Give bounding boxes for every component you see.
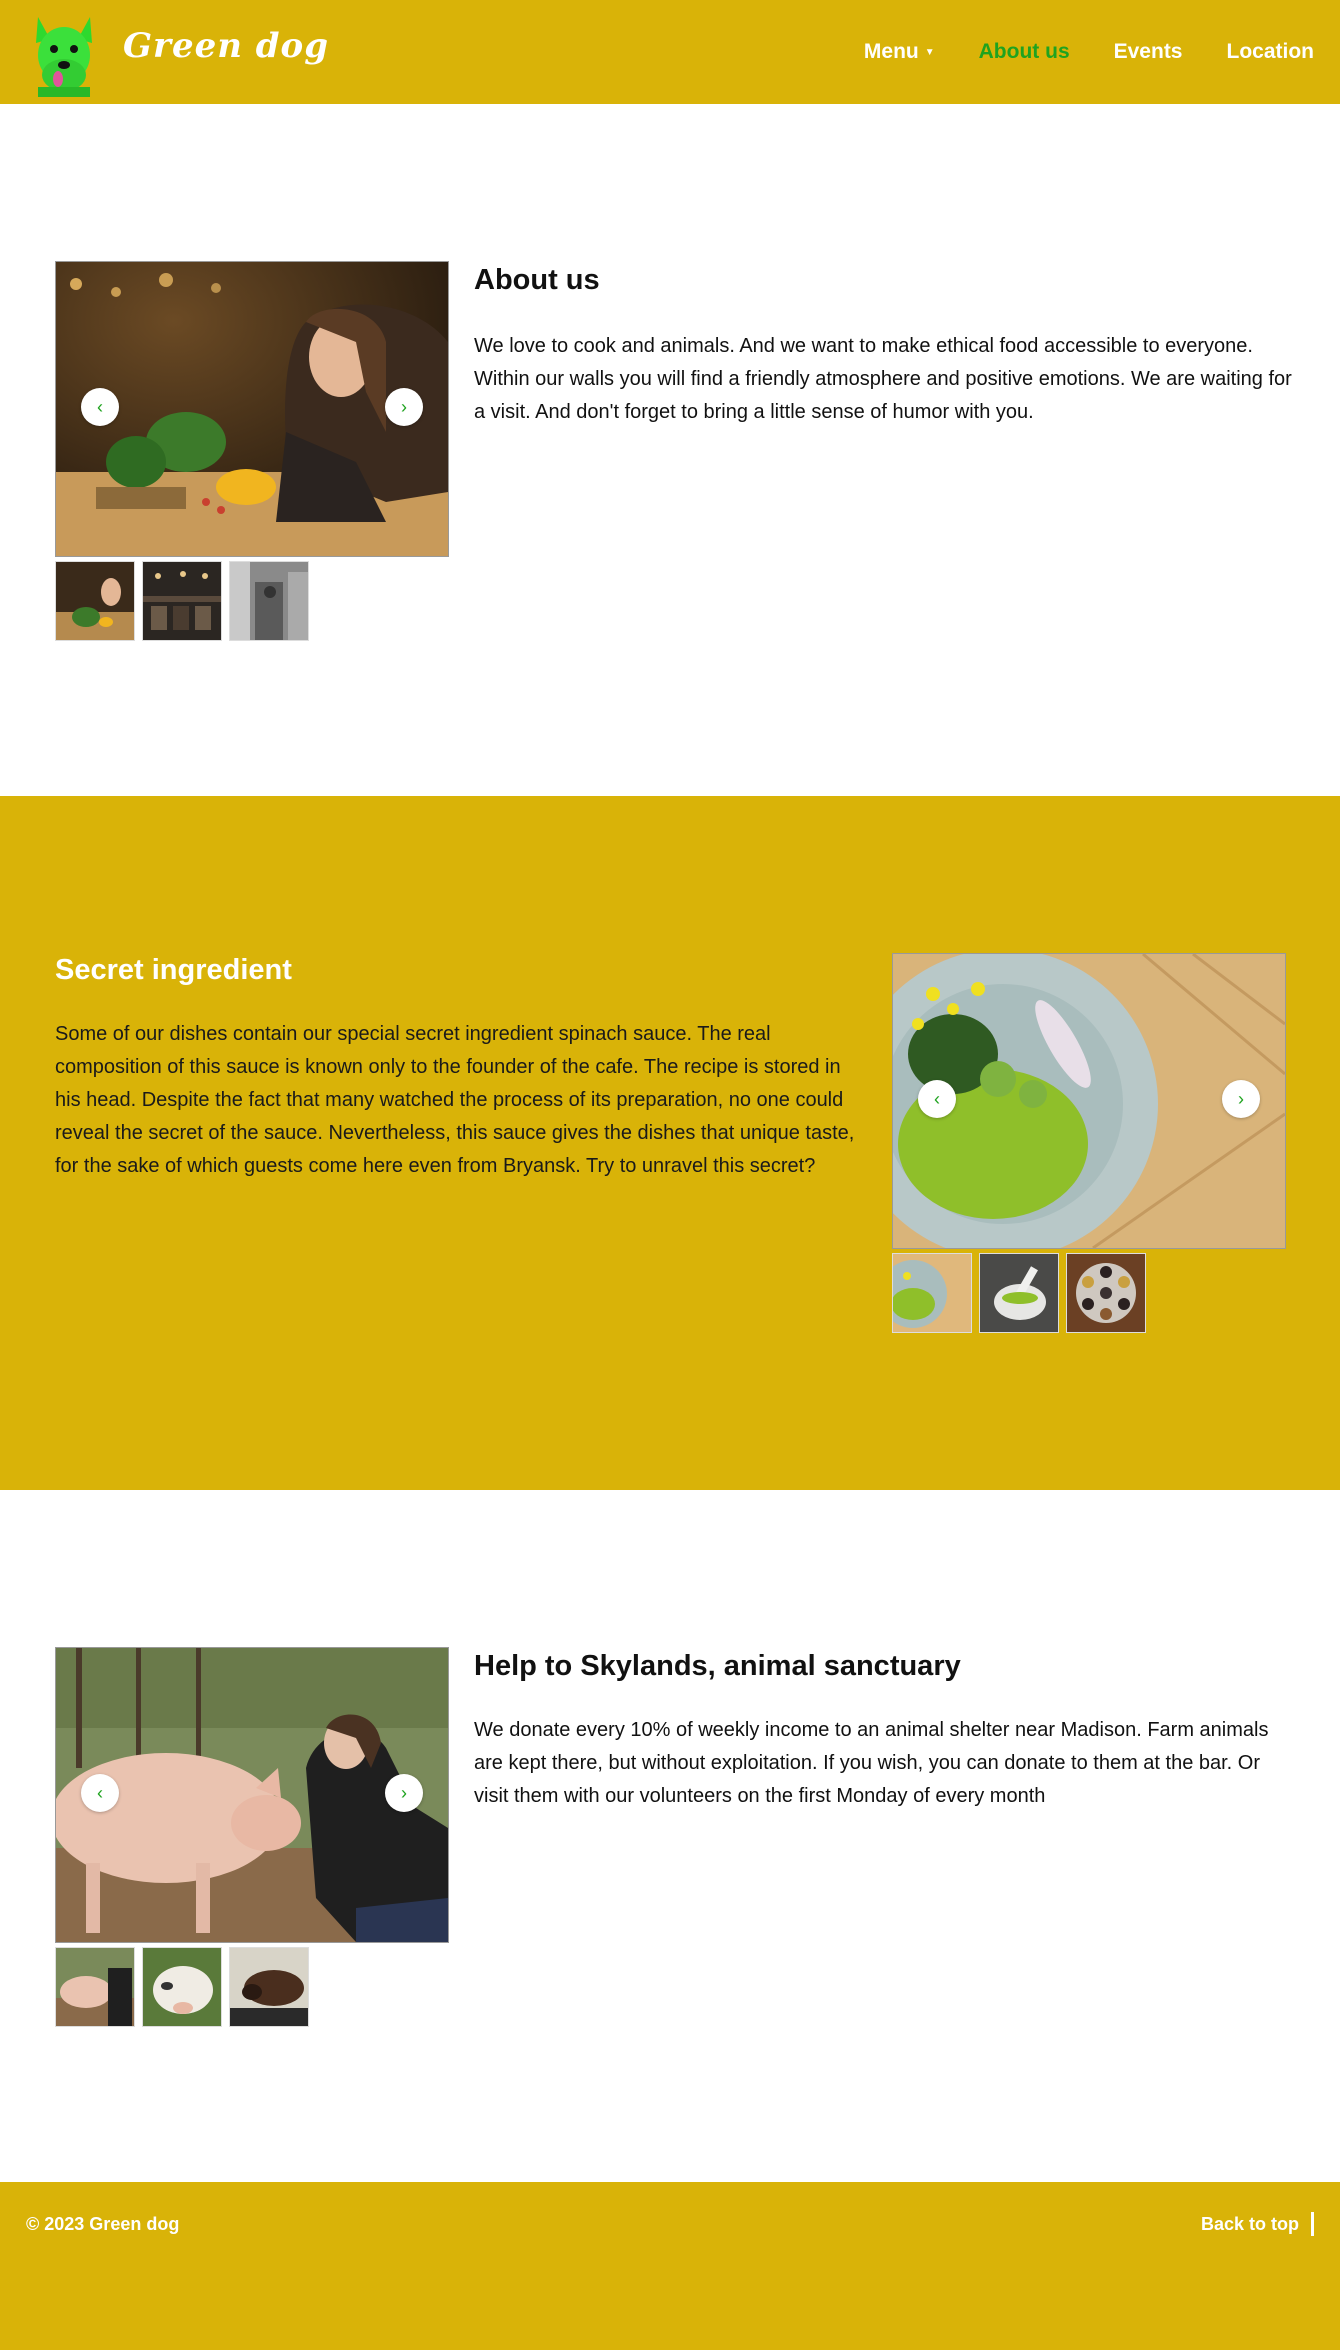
chevron-right-icon: › (401, 1782, 407, 1803)
slider-prev-button[interactable] (81, 388, 119, 426)
thumbnail[interactable] (142, 561, 222, 641)
sanctuary-section (0, 1490, 1340, 2182)
nav-menu[interactable] (864, 40, 935, 64)
about-title: About us (474, 264, 600, 296)
thumbnail[interactable] (55, 561, 135, 641)
about-text: We love to cook and animals. And we want to make ethical food accessible to everyone. Within our walls you will find a friendly atmosphere and positive emotions. We are waiting for a visit. And don't forget to bring a little sense of humor with you. (474, 335, 1292, 423)
site-header (0, 0, 1340, 104)
brand-name[interactable]: Green dog (123, 26, 329, 66)
chevron-right-icon: › (1238, 1088, 1244, 1109)
site-footer (0, 2182, 1340, 2350)
secret-title: Secret ingredient (55, 954, 292, 986)
thumbnail[interactable] (979, 1253, 1059, 1333)
slider-prev-button[interactable] (81, 1774, 119, 1812)
thumbnail[interactable] (892, 1253, 972, 1333)
slider-prev-button[interactable] (918, 1080, 956, 1118)
nav-about-us[interactable]: About us (978, 40, 1070, 63)
about-section (0, 104, 1340, 796)
secret-thumbnails (892, 1253, 1153, 1333)
main-nav (820, 0, 1314, 104)
thumbnail[interactable] (229, 1947, 309, 2027)
secret-text: Some of our dishes contain our special secret ingredient spinach sauce. The real composition of this sauce is known only to the founder of the cafe. The recipe is stored in his head. Despite the fact that many watched the process of its preparation, no one could reveal the secret of the sauce. Nevertheless, this sauce gives the dishes that unique taste, for the sake of which guests come here even from Bryansk. Try to unravel this secret? (55, 1023, 855, 1177)
sanctuary-text: We donate every 10% of weekly income to an animal shelter near Madison. Farm animals are kept there, but without exploitation. If you wish, you can donate to them at the bar. Or visit them with our volunteers on the first Monday of every month (474, 1719, 1269, 1807)
thumbnail[interactable] (1066, 1253, 1146, 1333)
slider-next-button[interactable] (385, 388, 423, 426)
slider-next-button[interactable] (1222, 1080, 1260, 1118)
nav-location[interactable]: Location (1226, 40, 1314, 63)
sanctuary-title: Help to Skylands, animal sanctuary (474, 1650, 961, 1682)
nav-menu-label: Menu (863, 40, 919, 63)
thumbnail[interactable] (142, 1947, 222, 2027)
chevron-left-icon: ‹ (97, 1782, 103, 1803)
back-to-top-label: Back to top (1200, 2213, 1299, 2234)
arrow-up-icon (1311, 2212, 1314, 2236)
caret-down-icon: ▼ (924, 46, 935, 58)
about-thumbnails (55, 561, 316, 641)
sanctuary-thumbnails (55, 1947, 316, 2027)
slider-next-button[interactable] (385, 1774, 423, 1812)
thumbnail[interactable] (229, 561, 309, 641)
chevron-left-icon: ‹ (934, 1088, 940, 1109)
copyright-text: © 2023 Green dog (26, 2214, 180, 2234)
dog-logo-icon[interactable] (28, 9, 100, 97)
chevron-right-icon: › (401, 396, 407, 417)
chevron-left-icon: ‹ (97, 396, 103, 417)
back-to-top-link[interactable] (1201, 2212, 1314, 2236)
thumbnail[interactable] (55, 1947, 135, 2027)
secret-ingredient-section (0, 796, 1340, 1490)
nav-events[interactable]: Events (1113, 40, 1183, 63)
